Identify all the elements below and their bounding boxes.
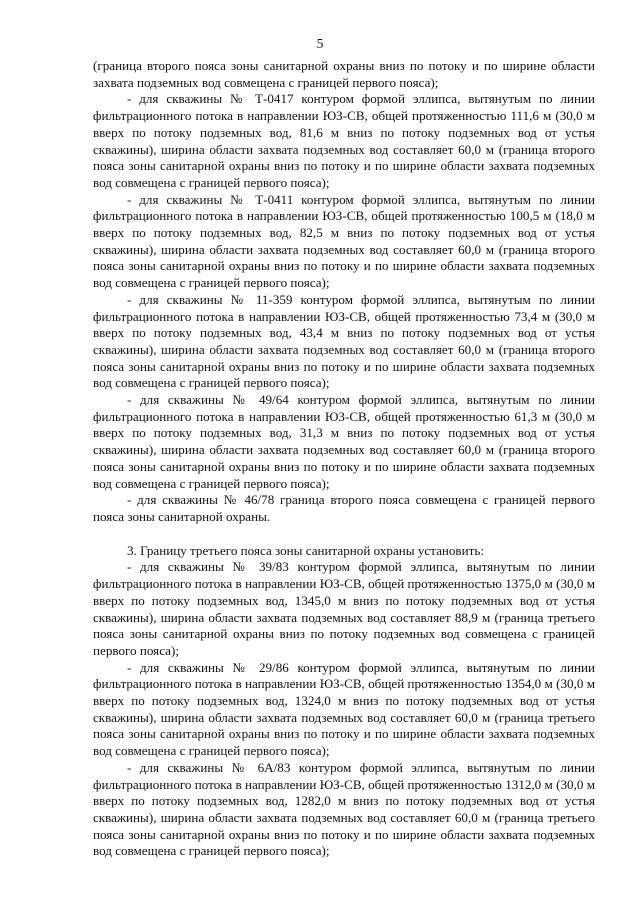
paragraph: - для скважины № Т-0417 контуром формой эллипса, вытянутым по линии фильтрационного потока в направлении ЮЗ-СВ, общей протяженностью 111,6 м (30,0 м вверх по потоку подземных вод, 81,6 м вниз по потоку подземных вод от устья скважины), ширина области захвата подземных вод составляет 60,0 м (граница второго пояса зоны санитарной охраны вниз по потоку и по ширине области захвата подземных вод совмещена с границей первого пояса); — [93, 91, 595, 190]
paragraph: - для скважины № 46/78 граница второго пояса совмещена с границей первого пояса зоны санитарной охраны. — [93, 492, 595, 524]
paragraph-spacer — [93, 526, 595, 543]
paragraph: - для скважины № Т-0411 контуром формой эллипса, вытянутым по линии фильтрационного потока в направлении ЮЗ-СВ, общей протяженностью 100,5 м (18,0 м вверх по потоку подземных вод, 82,5 м вниз по потоку подземных вод от устья скважины), ширина области захвата подземных вод составляет 60,0 м (граница второго пояса зоны санитарной охраны вниз по потоку и по ширине области захвата подземных вод совмещена с границей первого пояса); — [93, 191, 595, 291]
paragraph: - для скважины № 49/64 контуром формой эллипса, вытянутым по линии фильтрационного потока в направлении ЮЗ-СВ, общей протяженностью 61,3 м (30,0 м вверх по потоку подземных вод, 31,3 м вниз по потоку подземных вод от устья скважины), ширина области захвата подземных вод составляет 60,0 м (граница второго пояса зоны санитарной охраны вниз по потоку и по ширине области захвата подземных вод совмещена с границей первого пояса); — [93, 392, 595, 491]
section-heading: 3. Границу третьего пояса зоны санитарной охраны установить: — [127, 542, 484, 558]
document-body — [93, 58, 595, 860]
page-number: 5 — [316, 36, 324, 51]
paragraph: (граница второго пояса зоны санитарной охраны вниз по потоку и по ширине области захвата подземных вод совмещена с границей первого пояса); — [93, 58, 595, 90]
paragraph: - для скважины № 29/86 контуром формой эллипса, вытянутым по линии фильтрационного потока в направлении ЮЗ-СВ, общей протяженностью 1354,0 м (30,0 м вверх по потоку подземных вод, 1324,0 м вниз по потоку подземных вод от устья скважины), ширина области захвата подземных вод составляет 60,0 м (граница третьего пояса зоны санитарной охраны вниз по потоку и по ширине области захвата подземных вод совмещена с границей первого пояса); — [93, 659, 595, 759]
paragraph: - для скважины № 39/83 контуром формой эллипса, вытянутым по линии фильтрационного потока в направлении ЮЗ-СВ, общей протяженностью 1375,0 м (30,0 м вверх по потоку подземных вод, 1345,0 м вниз по потоку подземных вод от устья скважины), ширина области захвата подземных вод составляет 88,9 м (граница третьего пояса зоны санитарной охраны вниз по потоку подземных вод совмещена с границей первого пояса); — [93, 559, 595, 658]
paragraph: - для скважины № 6А/83 контуром формой эллипса, вытянутым по линии фильтрационного потока в направлении ЮЗ-СВ, общей протяженностью 1312,0 м (30,0 м вверх по потоку подземных вод, 1282,0 м вниз по потоку подземных вод от устья скважины), ширина области захвата подземных вод составляет 60,0 м (граница третьего пояса зоны санитарной охраны вниз по потоку и по ширине области захвата подземных вод совмещена с границей первого пояса); — [93, 759, 595, 859]
paragraph: - для скважины № 11-359 контуром формой эллипса, вытянутым по линии фильтрационного потока в направлении ЮЗ-СВ, общей протяженностью 73,4 м (30,0 м вверх по потоку подземных вод, 43,4 м вниз по потоку подземных вод от устья скважины), ширина области захвата подземных вод составляет 60,0 м (граница второго пояса зоны санитарной охраны вниз по потоку и по ширине области захвата подземных вод совмещена с границей первого пояса); — [93, 291, 595, 391]
